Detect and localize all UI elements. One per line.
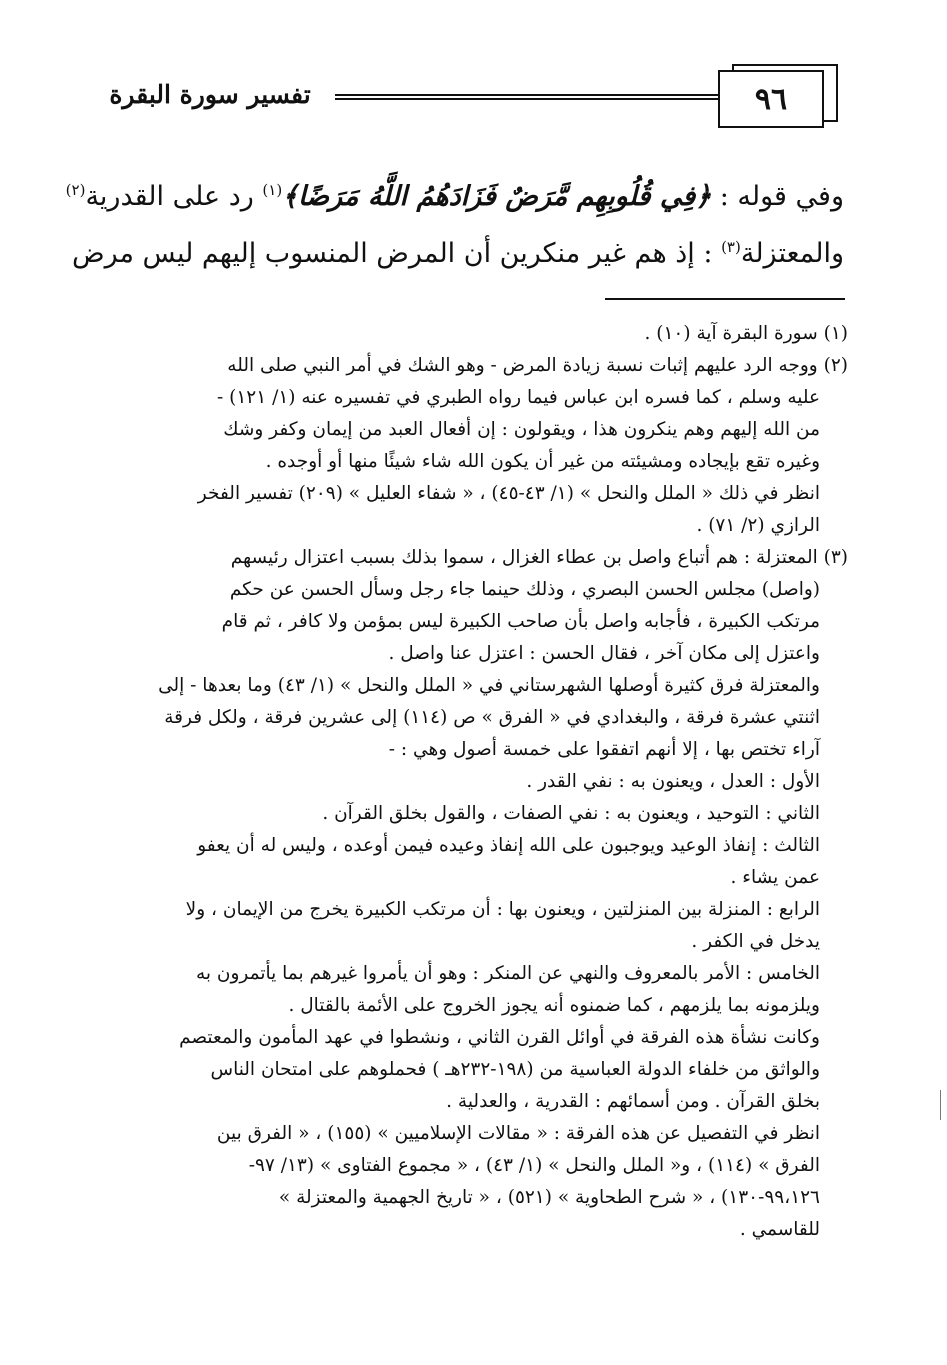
footnote-line: مرتكب الكبيرة ، فأجابه واصل بأن صاحب الكبيرة ليس بمؤمن ولا كافر ، ثم قام (221, 611, 820, 632)
footnote-line: واعتزل إلى مكان آخر ، فقال الحسن : اعتزل عنا واصل . (388, 643, 820, 664)
footnote-line: اثنتي عشرة فرقة ، والبغدادي في « الفرق » ص (١١٤) إلى عشرين فرقة ، ولكل فرقة (164, 707, 820, 728)
footnote-ref-1: (١) (262, 181, 283, 199)
quran-verse: ﴿فِي قُلُوبِهِم مَّرَضٌ فَزَادَهُمُ اللَّهُ مَرَضًا﴾ (282, 181, 712, 212)
footnote-line: بخلق القرآن . ومن أسمائهم : القدرية ، والعدلية . (446, 1091, 820, 1112)
running-title: تفسير سورة البقرة (109, 80, 311, 109)
footnote-line: الثالث : إنفاذ الوعيد ويوجبون على الله إنفاذ وعيده فيمن أوعده ، وليس له أن يعفو (197, 835, 820, 856)
footnote-line: انظر في ذلك « الملل والنحل » (١/ ٤٣-٤٥) ، « شفاء العليل » (٢٠٩) تفسير الفخر (197, 483, 820, 504)
footnote-line: الخامس : الأمر بالمعروف والنهي عن المنكر : وهو أن يأمروا غيرهم بما يأتمرون به (195, 963, 820, 984)
main-line-1-start: وفي قوله : (711, 181, 844, 212)
footnote-line: (٣) المعتزلة : هم أتباع واصل بن عطاء الغزال ، سموا بذلك بسبب اعتزال رئيسهم (230, 547, 848, 568)
footnote-line: ٩٩،١٢٦-١٣٠) ، « شرح الطحاوية » (٥٢١) ، « تاريخ الجهمية والمعتزلة » (278, 1187, 820, 1208)
main-line-1-end: رد على القدرية (85, 181, 263, 212)
footnote-line: آراء تختص بها ، إلا أنهم اتفقوا على خمسة أصول وهي : - (388, 739, 820, 760)
footnote-ref-3: (٣) (721, 238, 741, 256)
footnote-line: (٢) ووجه الرد عليهم إثبات نسبة زيادة المرض - وهو الشك في أمر النبي صلى الله (227, 355, 848, 376)
footnote-line: ويلزمونه بما يلزمهم ، كما ضمنوه أنه يجوز الخروج على الأئمة بالقتال . (288, 995, 820, 1016)
footnote-line: وغيره تقع بإيجاده ومشيئته من غير أن يكون الله شاء شيئًا منها أو أوجده . (265, 451, 820, 472)
main-line-1 (65, 165, 844, 222)
footnote-ref-2: (٢) (65, 181, 86, 199)
footnote-line: (١) سورة البقرة آية (١٠) . (644, 323, 848, 344)
footnote-line: للقاسمي . (739, 1219, 820, 1240)
footnote-line: (واصل) مجلس الحسن البصري ، وذلك حينما جاء رجل وسأل الحسن عن حكم (229, 579, 820, 600)
footnote-line: يدخل في الكفر . (691, 931, 820, 952)
footnote-line: عليه وسلم ، كما فسره ابن عباس فيما رواه الطبري في تفسيره عنه (١/ ١٢١) - (217, 387, 820, 408)
footnote-line: عمن يشاء . (730, 867, 820, 888)
main-line-2-end: : إذ هم غير منكرين أن المرض المنسوب إليهم ليس مرض (71, 238, 722, 269)
main-line-2-start: والمعتزلة (740, 238, 844, 269)
header-double-rule (335, 94, 720, 100)
page-number: ٩٦ (718, 70, 824, 128)
footnote-line: الرابع : المنزلة بين المنزلتين ، ويعنون بها : أن مرتكب الكبيرة يخرج من الإيمان ، ولا (185, 899, 820, 920)
footnote-line: الفرق » (١١٤) ، و« الملل والنحل » (١/ ٤٣) ، « مجموع الفتاوى » (١٣/ ٩٧- (248, 1155, 820, 1176)
footnote-separator (605, 298, 845, 300)
footnote-line: والواثق من خلفاء الدولة العباسية من (١٩٨-٢٣٢هـ ) فحملوهم على امتحان الناس (210, 1059, 820, 1080)
main-text (65, 165, 844, 279)
footnote-line: وكانت نشأة هذه الفرقة في أوائل القرن الثاني ، ونشطوا في عهد المأمون والمعتصم (179, 1027, 820, 1048)
page-edge-mark (940, 1090, 947, 1120)
footnotes (100, 318, 848, 1246)
footnote-line: الأول : العدل ، ويعنون به : نفي القدر . (526, 771, 820, 792)
footnote-line: والمعتزلة فرق كثيرة أوصلها الشهرستاني في « الملل والنحل » (١/ ٤٣) وما بعدها - إلى (158, 675, 820, 696)
footnote-line: من الله إليهم وهم ينكرون هذا ، ويقولون : إن أفعال العبد من إيمان وكفر وشك (223, 419, 820, 440)
footnote-line: انظر في التفصيل عن هذه الفرقة : « مقالات الإسلاميين » (١٥٥) ، « الفرق بين (216, 1123, 820, 1144)
footnote-line: الرازي (٢/ ٧١) . (696, 515, 820, 536)
main-line-2 (71, 222, 844, 279)
footnote-line: الثاني : التوحيد ، ويعنون به : نفي الصفات ، والقول بخلق القرآن . (322, 803, 820, 824)
